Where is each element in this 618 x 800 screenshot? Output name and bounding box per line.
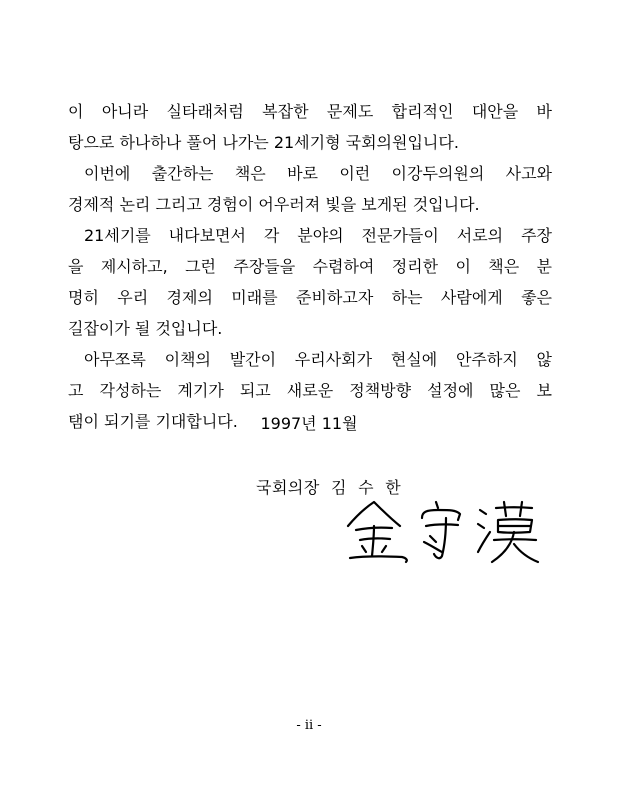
text-line: 을 제시하고, 그런 주장들을 수렴하여 정리한 이 책은 분 [68, 257, 552, 276]
text-line: 탬이 되기를 기대합니다. [68, 412, 238, 431]
signature-glyph-2 [422, 502, 460, 558]
signature-glyph-1 [348, 502, 407, 562]
text-line: 이번에 출간하는 책은 바로 이런 이강두의원의 사고와 [84, 164, 552, 183]
text-line: 이 아니라 실타래처럼 복잡한 문제도 합리적인 대안을 바 [68, 102, 552, 121]
text-line: 길잡이가 될 것입니다. [68, 319, 223, 338]
text-line: 경제적 논리 그리고 경험이 어우러져 빛을 보게된 것입니다. [68, 195, 480, 214]
date-line: 1997년 11월 [260, 414, 358, 433]
text-line: 명히 우리 경제의 미래를 준비하고자 하는 사람에게 좋은 [68, 288, 552, 307]
handwritten-signature [342, 496, 542, 568]
text-line: 탕으로 하나하나 풀어 나가는 21세기형 국회의원입니다. [68, 133, 459, 152]
speaker-title: 국회의장 김 수 한 [256, 478, 402, 497]
text-line: 21세기를 내다보면서 각 분야의 전문가들이 서로의 주장 [84, 226, 552, 245]
text-line: 고 각성하는 계기가 되고 새로운 정책방향 설정에 많은 보 [68, 381, 552, 400]
body-text [68, 96, 552, 437]
signature-glyph-3 [478, 502, 538, 562]
page-number: - ii - [296, 718, 322, 733]
text-line: 아무쪼록 이책의 발간이 우리사회가 현실에 안주하지 않 [84, 350, 552, 369]
